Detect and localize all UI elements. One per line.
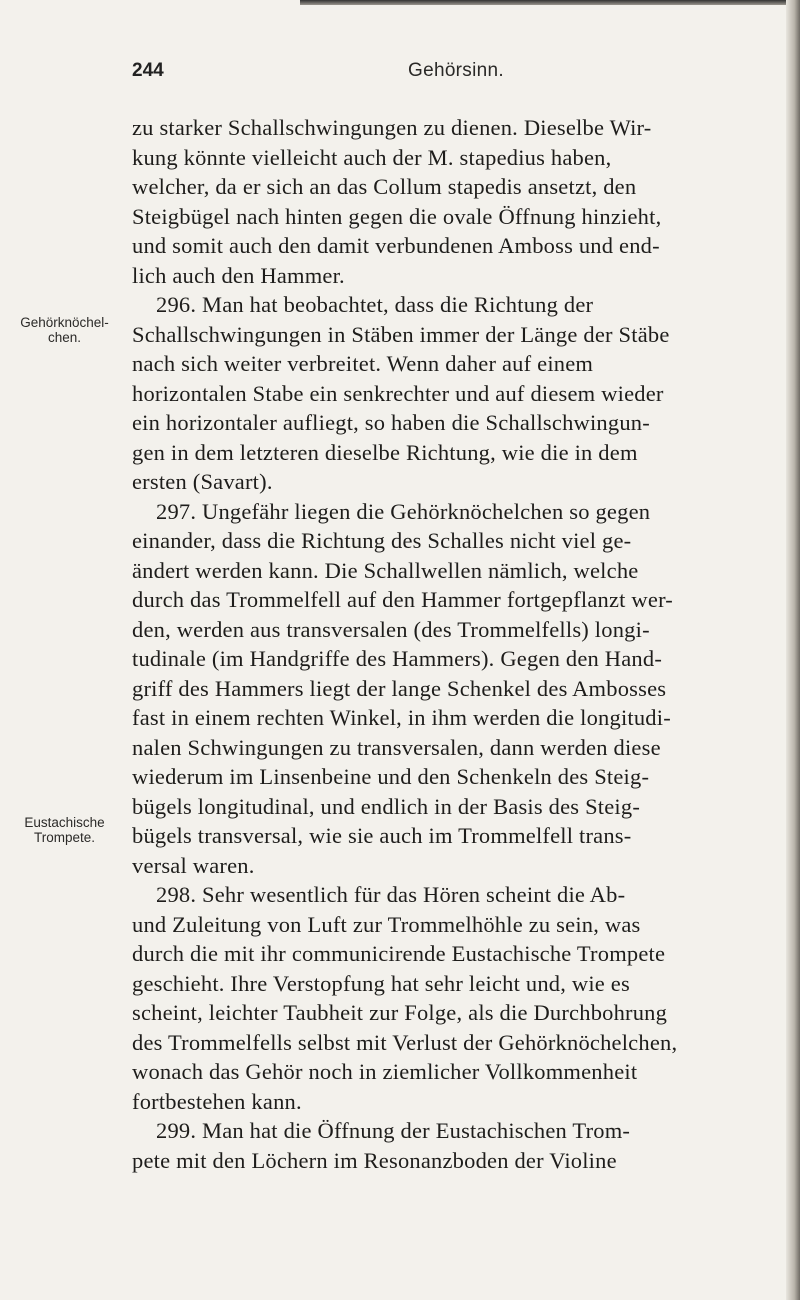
text-line: bügels transversal, wie sie auch im Trommelfell trans- [132, 823, 632, 848]
margin-note-eustachische-trompete [2, 815, 127, 845]
text-line: welcher, da er sich an das Collum stapedis ansetzt, den [132, 174, 637, 199]
body-text [132, 113, 772, 1175]
paragraph-299-start: 299. Man hat die Öffnung der Eustachischen Trom- [156, 1118, 631, 1143]
text-line: fortbestehen kann. [132, 1088, 302, 1114]
running-title: Gehörsinn. [408, 60, 504, 81]
text-line: gen in dem letzteren dieselbe Richtung, wie die in dem [132, 439, 638, 465]
paragraph-296-start: 296. Man hat beobachtet, dass die Richtung der [156, 292, 594, 317]
page-number: 244 [132, 60, 164, 81]
text-line: pete mit den Löchern im Resonanzboden der Violine [132, 1147, 617, 1173]
text-line: durch die mit ihr communicirende Eustachische Trompete [132, 941, 666, 966]
text-line: Schallschwingungen in Stäben immer der Länge der Stäbe [132, 321, 670, 347]
text-line: Steigbügel nach hinten gegen die ovale Öffnung hinzieht, [132, 203, 662, 229]
text-line: nach sich weiter verbreitet. Wenn daher auf einem [132, 351, 594, 376]
text-line: durch das Trommelfell auf den Hammer fortgepflanzt wer- [132, 587, 674, 612]
text-line: ändert werden kann. Die Schallwellen nämlich, welche [132, 557, 639, 583]
top-edge-shadow [300, 0, 800, 5]
text-line: lich auch den Hammer. [132, 262, 345, 288]
text-line: horizontalen Stabe ein senkrechter und auf diesem wieder [132, 380, 664, 406]
text-line: wiederum im Linsenbeine und den Schenkeln des Steig- [132, 764, 650, 789]
text-line: einander, dass die Richtung des Schalles nicht viel ge- [132, 528, 632, 553]
text-line: wonach das Gehör noch in ziemlicher Vollkommenheit [132, 1059, 638, 1084]
text-line: zu starker Schallschwingungen zu dienen. Dieselbe Wir- [132, 115, 652, 140]
page-edge-shadow [786, 0, 800, 1300]
text-line: bügels longitudinal, und endlich in der Basis des Steig- [132, 793, 641, 819]
text-line: geschieht. Ihre Verstopfung hat sehr leicht und, wie es [132, 970, 630, 996]
text-line: scheint, leichter Taubheit zur Folge, als die Durchbohrung [132, 1000, 668, 1025]
text-line: griff des Hammers liegt der lange Schenkel des Ambosses [132, 675, 667, 701]
margin-note-line: Eustachische [24, 815, 105, 830]
text-line: tudinale (im Handgriffe des Hammers). Gegen den Hand- [132, 646, 663, 671]
text-line: versal waren. [132, 852, 255, 878]
text-line: und somit auch den damit verbundenen Amboss und end- [132, 233, 660, 258]
text-line: ersten (Savart). [132, 469, 273, 494]
margin-note-line: Trompete. [33, 830, 96, 845]
text-line: und Zuleitung von Luft zur Trommelhöhle zu sein, was [132, 911, 641, 937]
margin-note-line: chen. [47, 330, 82, 345]
paragraph-298-start: 298. Sehr wesentlich für das Hören scheint die Ab- [156, 882, 626, 907]
page-header [132, 60, 772, 90]
text-line: des Trommelfells selbst mit Verlust der Gehörknöchelchen, [132, 1029, 678, 1055]
text-line: nalen Schwingungen zu transversalen, dann werden diese [132, 734, 661, 760]
margin-note-line: Gehörknöchel- [20, 315, 109, 330]
text-line: fast in einem rechten Winkel, in ihm werden die longitudi- [132, 705, 671, 730]
paragraph-297-start: 297. Ungefähr liegen die Gehörknöchelchen so gegen [156, 498, 651, 524]
text-line: den, werden aus transversalen (des Trommelfells) longi- [132, 616, 650, 642]
text-line: kung könnte vielleicht auch der M. stapedius haben, [132, 144, 612, 170]
margin-note-gehoerknoechelchen [2, 315, 127, 345]
text-line: ein horizontaler aufliegt, so haben die Schallschwingun- [132, 410, 650, 435]
